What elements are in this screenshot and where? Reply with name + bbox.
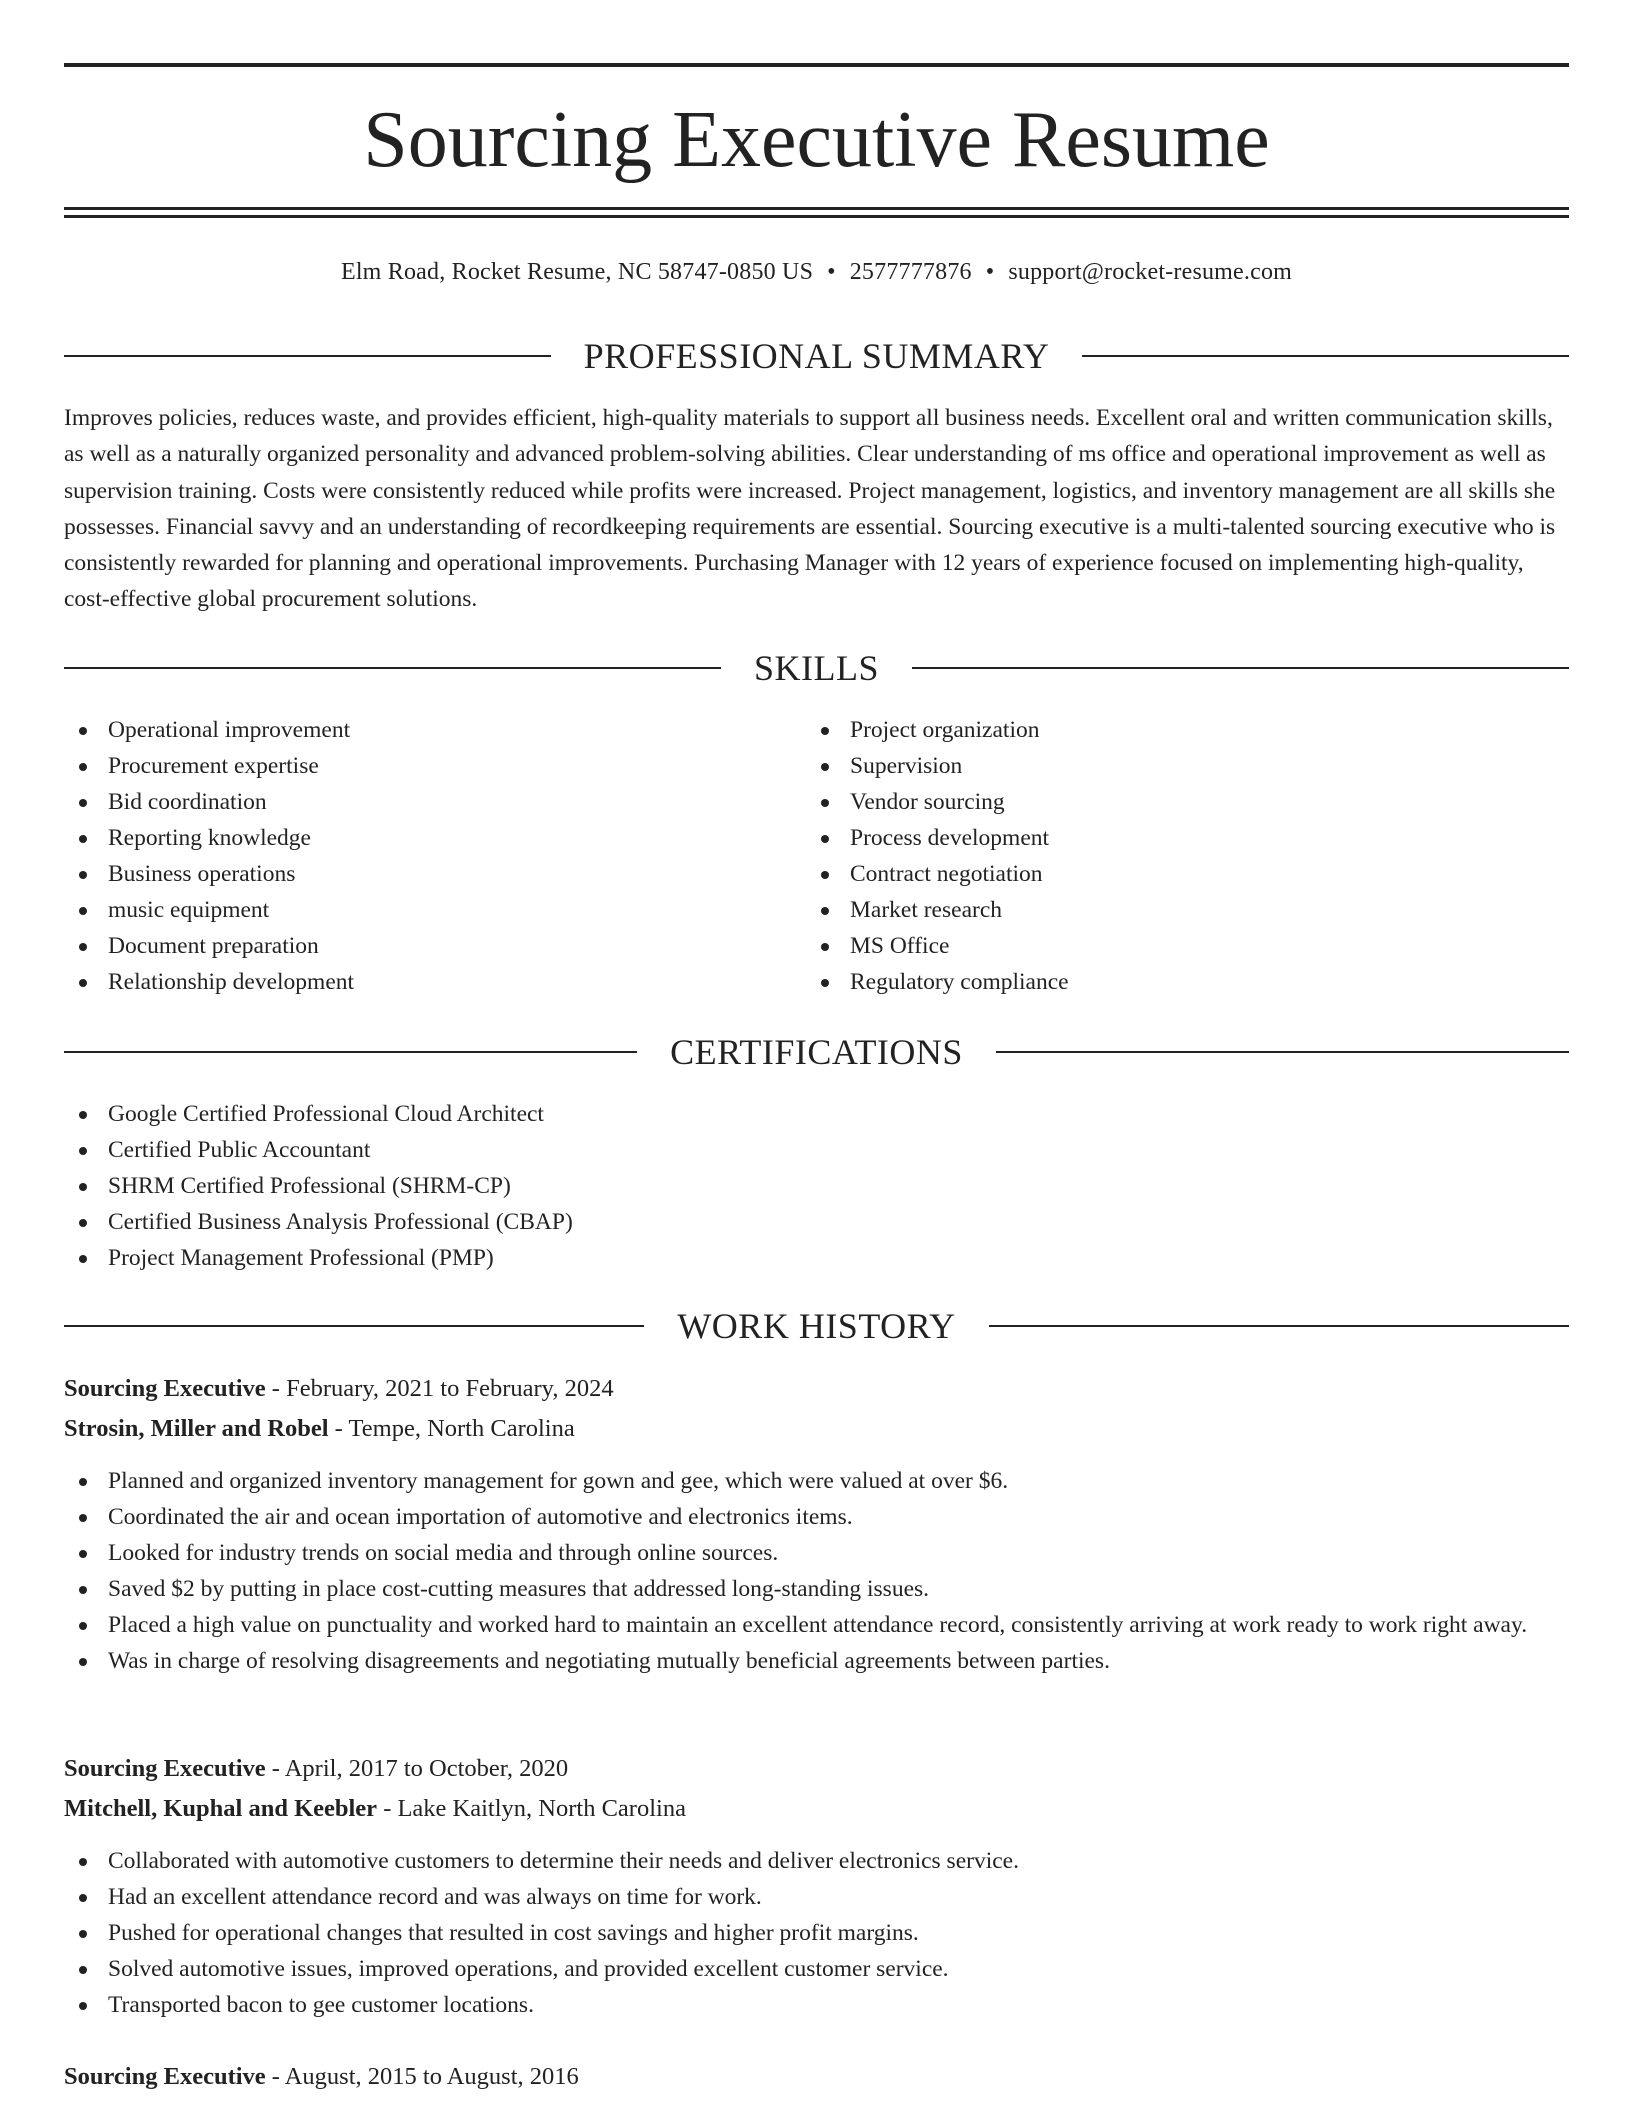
job-dates: - August, 2015 to August, 2016 (265, 2063, 579, 2090)
certifications-heading-label: CERTIFICATIONS (670, 1032, 963, 1072)
job-company: Mitchell, Kuphal and Keebler (64, 1795, 378, 1822)
work-history-heading (64, 1306, 1569, 1346)
work-history-heading-label: WORK HISTORY (677, 1306, 956, 1346)
title-double-rule-lower (64, 215, 1569, 218)
heading-rule-right (989, 1325, 1569, 1327)
skill-item: Procurement expertise (64, 748, 764, 784)
job-bullet: Collaborated with automotive customers to determine their needs and deliver electronics service. (64, 1843, 1569, 1879)
skill-item: Document preparation (64, 928, 764, 964)
job-title: Sourcing Executive (64, 1375, 266, 1402)
heading-rule-left (64, 1051, 637, 1053)
heading-rule-right (996, 1051, 1569, 1053)
job-bullet: Was in charge of resolving disagreements and negotiating mutually beneficial agreements between parties. (64, 1643, 1569, 1679)
skill-item: Business operations (64, 856, 764, 892)
job-bullet: Saved $2 by putting in place cost-cutting measures that addressed long-standing issues. (64, 1571, 1569, 1607)
heading-rule-right (1082, 355, 1569, 357)
skill-item: Reporting knowledge (64, 820, 764, 856)
job-company-line (64, 1409, 614, 1449)
heading-rule-right (912, 667, 1569, 669)
heading-rule-left (64, 667, 721, 669)
job-entry-header (64, 1749, 686, 1829)
job-bullet: Solved automotive issues, improved operations, and provided excellent customer service. (64, 1951, 1569, 1987)
contact-address: Elm Road, Rocket Resume, NC 58747-0850 US (340, 259, 814, 285)
skill-item: Market research (806, 892, 1506, 928)
skills-list-right (806, 712, 1506, 1000)
job-title-line (64, 1369, 614, 1409)
certification-item: Certified Business Analysis Professional (CBAP) (64, 1204, 1064, 1240)
contact-separator: • (827, 259, 836, 285)
skill-item: Contract negotiation (806, 856, 1506, 892)
skill-item: Regulatory compliance (806, 964, 1506, 1000)
certification-item: Project Management Professional (PMP) (64, 1240, 1064, 1276)
job-location: - Tempe, North Carolina (328, 1415, 575, 1442)
job-company: Strosin, Miller and Robel (64, 1415, 329, 1442)
skills-heading-label: SKILLS (754, 648, 880, 688)
job-bullets (64, 1843, 1569, 2023)
heading-rule-left (64, 1325, 644, 1327)
certification-item: SHRM Certified Professional (SHRM-CP) (64, 1168, 1064, 1204)
contact-separator: • (985, 259, 995, 285)
certifications-list (64, 1096, 1064, 1276)
job-title: Sourcing Executive (64, 1755, 266, 1782)
skill-item: Bid coordination (64, 784, 764, 820)
contact-phone: 2577777876 (849, 259, 972, 285)
job-title: Sourcing Executive (64, 2063, 266, 2090)
summary-heading-label: PROFESSIONAL SUMMARY (583, 336, 1050, 376)
skill-item: Operational improvement (64, 712, 764, 748)
job-bullet: Coordinated the air and ocean importation of automotive and electronics items. (64, 1499, 1569, 1535)
certifications-heading (64, 1032, 1569, 1072)
skill-item: Relationship development (64, 964, 764, 1000)
job-location: - Lake Kaitlyn, North Carolina (377, 1795, 686, 1822)
job-dates: - February, 2021 to February, 2024 (265, 1375, 614, 1402)
job-bullet: Pushed for operational changes that resulted in cost savings and higher profit margins. (64, 1915, 1569, 1951)
certification-item: Certified Public Accountant (64, 1132, 1064, 1168)
skill-item: Supervision (806, 748, 1506, 784)
heading-rule-left (64, 355, 551, 357)
job-bullet: Transported bacon to gee customer locations. (64, 1987, 1569, 2023)
skills-list-left (64, 712, 764, 1000)
job-entry-header (64, 2057, 579, 2097)
title-double-rule-upper (64, 207, 1569, 210)
skills-heading (64, 648, 1569, 688)
skill-item: music equipment (64, 892, 764, 928)
job-bullet: Planned and organized inventory management for gown and gee, which were valued at over $6. (64, 1463, 1569, 1499)
job-bullet: Placed a high value on punctuality and worked hard to maintain an excellent attendance record, consistently arriving at work ready to work right away. (64, 1607, 1569, 1643)
top-rule (64, 63, 1569, 67)
skill-item: Vendor sourcing (806, 784, 1506, 820)
skill-item: Project organization (806, 712, 1506, 748)
summary-heading (64, 336, 1569, 376)
skill-item: Process development (806, 820, 1506, 856)
job-bullet: Had an excellent attendance record and was always on time for work. (64, 1879, 1569, 1915)
contact-email[interactable]: support@rocket-resume.com (1008, 259, 1293, 285)
page-title: Sourcing Executive Resume (363, 96, 1270, 184)
job-bullets (64, 1463, 1569, 1679)
contact-line (64, 256, 1569, 288)
certification-item: Google Certified Professional Cloud Architect (64, 1096, 1064, 1132)
job-entry-header (64, 1369, 614, 1449)
job-title-line (64, 2057, 579, 2097)
job-title-line (64, 1749, 686, 1789)
job-bullet: Looked for industry trends on social media and through online sources. (64, 1535, 1569, 1571)
job-company-line (64, 1789, 686, 1829)
job-dates: - April, 2017 to October, 2020 (265, 1755, 569, 1782)
skill-item: MS Office (806, 928, 1506, 964)
summary-text: Improves policies, reduces waste, and provides efficient, high-quality materials to support all business needs. Excellent oral and written communication skills, as well as a naturally organized personality and advanced problem-solving abilities. Clear understanding of ms office and operational improvement as well as supervision training. Costs were consistently reduced while profits were increased. Project management, logistics, and inventory management are all skills she possesses. Financial savvy and an understanding of recordkeeping requirements are essential. Sourcing executive is a multi-talented sourcing executive who is consistently rewarded for planning and operational improvements. Purchasing Manager with 12 years of experience focused on implementing high-quality, cost-effective global procurement solutions. (64, 405, 1556, 613)
